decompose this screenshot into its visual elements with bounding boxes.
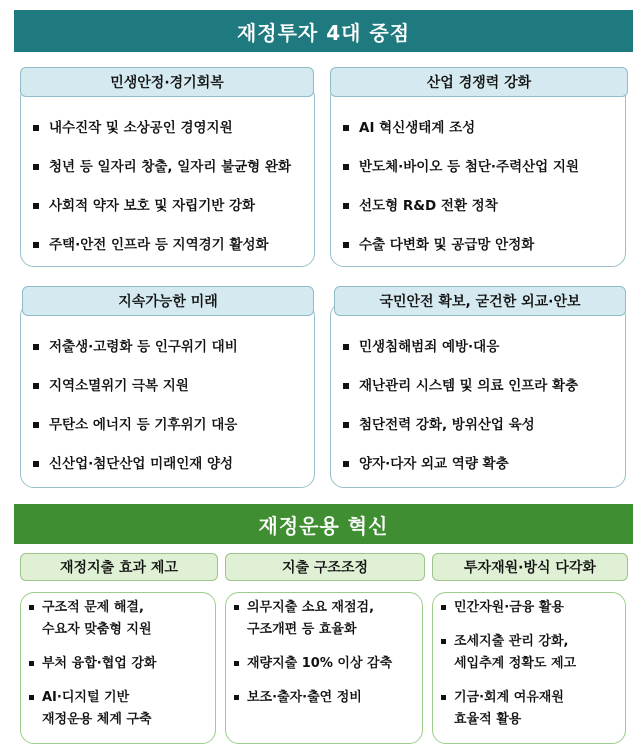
bullet-list: [29, 597, 156, 743]
bullet-list: [343, 336, 578, 492]
list-item: 지역소멸위기 극복 지원: [33, 375, 238, 397]
list-item: 첨단전력 강화, 방위산업 육성: [343, 414, 578, 436]
bullet-list: [441, 597, 576, 743]
list-item: 반도체·바이오 등 첨단·주력산업 지원: [343, 156, 579, 178]
bullet-list: [234, 597, 392, 721]
list-item: 신산업·첨단산업 미래인재 양성: [33, 453, 238, 475]
section-banner-fiscal-innovation: [14, 504, 633, 544]
list-item: 내수진작 및 소상공인 경영지원: [33, 117, 291, 139]
list-item: 주택·안전 인프라 등 지역경기 활성화: [33, 234, 291, 256]
column-box-restructuring: [225, 592, 423, 744]
section-tab-label: 산업 경쟁력 강화: [426, 75, 532, 91]
list-item: 조세지출 관리 강화, 세입추계 정확도 제고: [441, 631, 576, 675]
section-tab-safety-security: [334, 286, 626, 316]
list-item: 수출 다변화 및 공급망 안정화: [343, 234, 579, 256]
list-item: 기금·회계 여유재원 효율적 활용: [441, 687, 576, 731]
section-banner-fiscal-investment: [14, 10, 633, 52]
section-tab-label: 지속가능한 미래: [118, 294, 218, 310]
column-tab-spending-effect: [20, 553, 218, 581]
column-tab-label: 재정지출 효과 제고: [60, 560, 178, 576]
list-item: 민간자원·금융 활용: [441, 597, 576, 619]
list-item: 선도형 R&D 전환 정착: [343, 195, 579, 217]
column-box-spending-effect: [20, 592, 216, 744]
section-box-industry: [330, 83, 626, 267]
list-item: 부처 융합·협업 강화: [29, 653, 156, 675]
bullet-list: [343, 117, 579, 273]
section-tab-sustainable: [22, 286, 314, 316]
list-item: 양자·다자 외교 역량 확충: [343, 453, 578, 475]
column-tab-restructuring: [225, 553, 425, 581]
bullet-list: [33, 336, 238, 492]
column-box-funding-diversification: [432, 592, 626, 744]
section-tab-label: 민생안정·경기회복: [110, 75, 224, 91]
list-item: 보조·출자·출연 정비: [234, 687, 392, 709]
bullet-list: [33, 117, 291, 273]
section-box-sustainable: [20, 302, 315, 488]
column-tab-label: 지출 구조조정: [281, 560, 369, 576]
list-item: AI·디지털 기반 재정운용 체계 구축: [29, 687, 156, 731]
list-item: 의무지출 소요 재점검, 구조개편 등 효율화: [234, 597, 392, 641]
list-item: 민생침해범죄 예방·대응: [343, 336, 578, 358]
banner-title: 재정투자 4대 중점: [236, 20, 411, 45]
section-box-safety-security: [330, 302, 626, 488]
section-tab-industry: [330, 67, 628, 97]
banner-title: 재정운용 혁신: [258, 513, 389, 538]
section-tab-label: 국민안전 확보, 굳건한 외교·안보: [379, 294, 581, 310]
column-tab-label: 투자재원·방식 다각화: [464, 560, 596, 576]
list-item: 재량지출 10% 이상 감축: [234, 653, 392, 675]
list-item: AI 혁신생태계 조성: [343, 117, 579, 139]
column-tab-funding-diversification: [432, 553, 628, 581]
list-item: 무탄소 에너지 등 기후위기 대응: [33, 414, 238, 436]
list-item: 재난관리 시스템 및 의료 인프라 확충: [343, 375, 578, 397]
section-tab-livelihood: [20, 67, 314, 97]
list-item: 구조적 문제 해결, 수요자 맞춤형 지원: [29, 597, 156, 641]
list-item: 사회적 약자 보호 및 자립기반 강화: [33, 195, 291, 217]
list-item: 저출생·고령화 등 인구위기 대비: [33, 336, 238, 358]
list-item: 청년 등 일자리 창출, 일자리 불균형 완화: [33, 156, 291, 178]
section-box-livelihood: [20, 83, 315, 267]
